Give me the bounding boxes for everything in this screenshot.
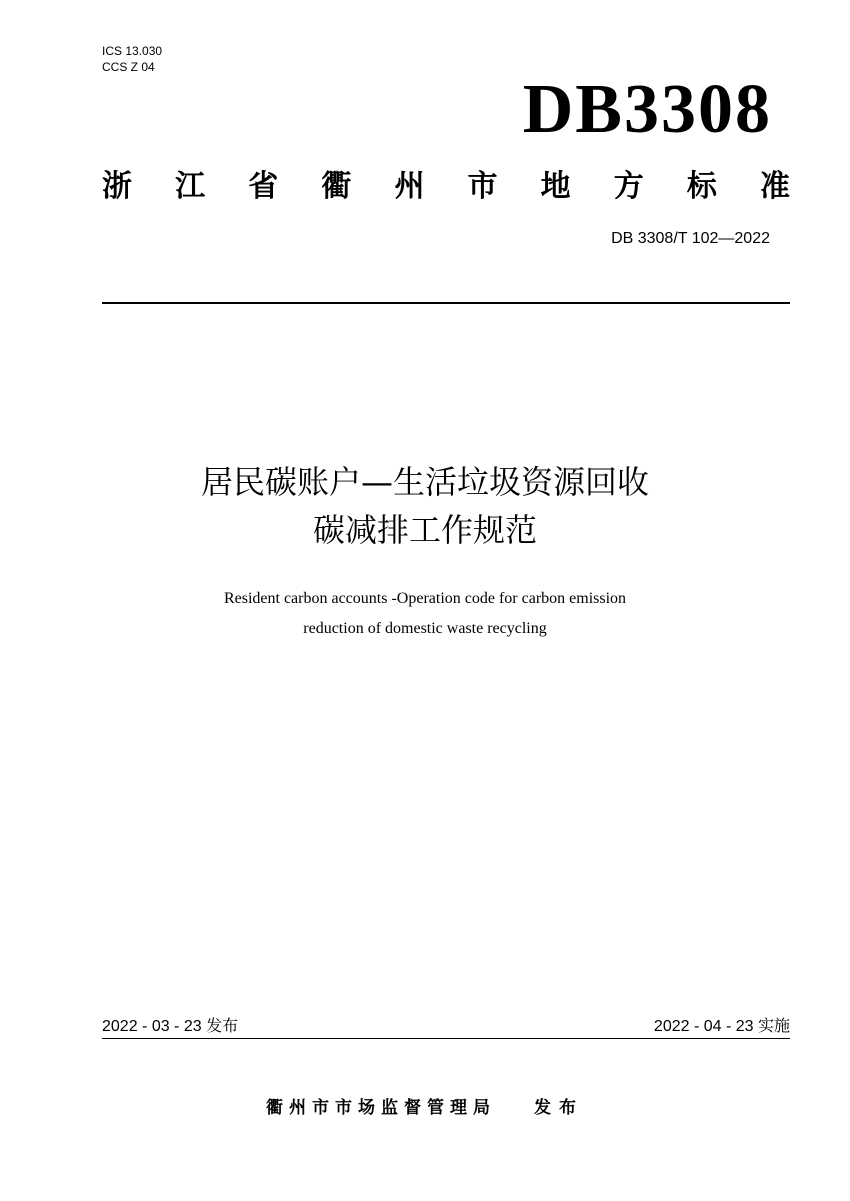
ccs-code: CCS Z 04	[102, 60, 155, 74]
document-title-cn-line2: 碳减排工作规范	[312, 511, 537, 549]
ics-code: ICS 13.030	[102, 44, 163, 58]
document-title-cn-line1: 居民碳账户—生活垃圾资源回收	[200, 463, 649, 501]
header-divider	[102, 302, 790, 304]
standard-type-char: 方	[613, 169, 644, 204]
issue-date: 2022 - 03 - 23 发布	[102, 1018, 239, 1035]
date-row	[102, 1016, 790, 1038]
standard-type-char: 标	[686, 169, 717, 204]
standard-type-char: 州	[394, 169, 425, 204]
standard-number: DB 3308/T 102—2022	[611, 230, 770, 247]
standard-type-char: 地	[540, 169, 571, 204]
issuer-action: 发布	[534, 1098, 584, 1118]
standard-type-char: 准	[759, 169, 790, 204]
db-code: DB3308	[522, 71, 772, 148]
issuer-row	[0, 1096, 850, 1120]
issuer-name: 衢州市市场监督管理局	[266, 1098, 496, 1118]
standard-type-char: 市	[467, 169, 498, 204]
document-title-en-line2: reduction of domestic waste recycling	[303, 620, 547, 637]
standard-type-char: 省	[248, 169, 279, 204]
document-title-en-line1: Resident carbon accounts -Operation code for carbon emission	[223, 590, 627, 607]
standard-type-char: 衢	[321, 169, 352, 204]
standard-type-char: 浙	[102, 169, 132, 204]
standard-type-title	[102, 168, 790, 206]
implement-date: 2022 - 04 - 23 实施	[653, 1018, 790, 1035]
footer-divider	[102, 1038, 790, 1039]
standard-type-char: 江	[175, 169, 206, 204]
